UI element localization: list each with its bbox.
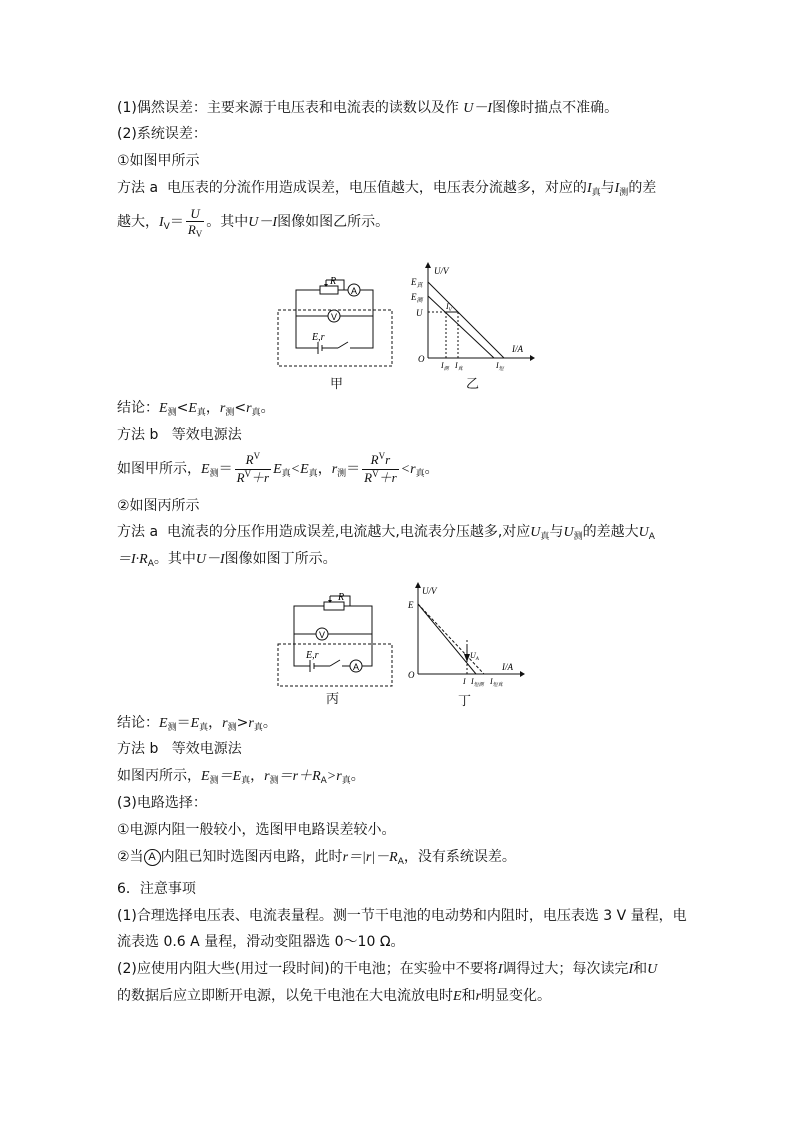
svg-text:IV: $I_V$: [446, 302, 452, 313]
svg-text:I短真: $I_{短真}$: [490, 677, 503, 688]
voltmeter-icon: V: [319, 630, 326, 640]
origin-label: O: [408, 670, 415, 680]
svg-text:I测: $I_测$: [441, 361, 449, 372]
origin-label: O: [418, 354, 425, 364]
label-resistor-r: R: [330, 276, 337, 287]
caption-ding: 丁: [458, 694, 472, 709]
label-source-er: E,r: [312, 332, 325, 343]
ammeter-icon: A: [351, 286, 358, 296]
caption-yi: 乙: [466, 377, 480, 392]
circuit-diagram-jia: [276, 270, 396, 370]
voltmeter-icon: V: [331, 312, 338, 322]
paragraph-conclusion-jia: 结论：$E_测<E_真$，$r_测<r_真$。: [117, 400, 275, 418]
paragraph-method-a-voltmeter: 方法 a 电压表的分流作用造成误差，电压值越大，电压表分流越多，对应的$I_真$与$I_测$的差: [117, 180, 657, 198]
paragraph-conclusion-bing: 结论：$E_测=E_真$，$r_测>r_真$。: [117, 715, 277, 733]
paragraph-choice-bing: ②当 A 内阻已知时选图丙电路，此时$r=|r|-R_A$，没有系统误差。: [117, 849, 516, 867]
caption-bing: 丙: [326, 692, 340, 707]
axis-label-i: I/A: [502, 662, 513, 672]
ui-graph-yi: [408, 262, 538, 372]
heading-notes: 6．注意事项: [117, 881, 196, 897]
heading-circuit-choice: (3)电路选择：: [117, 795, 207, 811]
paragraph-method-b-jia: 方法 b 等效电源法: [117, 427, 242, 443]
paragraph-iv-formula: 越大，$I_V=$ $\frac{U}{R_V}$ 。其中U－I图像如图乙所示。: [117, 205, 390, 239]
axis-label-i: I/A: [512, 344, 523, 354]
svg-text:I短测: $I_{短测}$: [471, 677, 484, 688]
axis-label-u: U/V: [422, 586, 437, 596]
label-resistor-r: R: [338, 592, 345, 603]
paragraph-random-error: (1)偶然误差：主要来源于电压表和电流表的读数以及作 U－I图像时描点不准确。: [117, 100, 619, 116]
svg-text:I: I: [463, 677, 466, 686]
svg-text:E测: $E_测$: [411, 292, 423, 304]
heading-figure-bing: ②如图丙所示: [117, 498, 200, 514]
heading-figure-jia: ①如图甲所示: [117, 153, 200, 169]
paragraph-ua-formula: $=I\cdot R_A$。其中U－I图像如图丁所示。: [117, 551, 337, 569]
svg-text:U: U: [416, 308, 423, 318]
paragraph-method-a-ammeter: 方法 a 电流表的分压作用造成误差,电流越大,电流表分压越多,对应$U_真$与$U_测$的差越大$U_A$: [117, 524, 655, 542]
paragraph-equivalent-source-bing: 如图丙所示，$E_测=E_真$，$r_测=r+R_A>r_真$。: [117, 768, 365, 786]
axis-label-u: U/V: [434, 266, 449, 276]
ammeter-icon: A: [144, 849, 161, 866]
ui-graph-ding: [400, 582, 540, 692]
paragraph-method-b-bing: 方法 b 等效电源法: [117, 741, 242, 757]
paragraph-note-2-line-2: 的数据后应立即断开电源，以免干电池在大电流放电时E和r明显变化。: [117, 988, 552, 1004]
caption-jia: 甲: [330, 377, 344, 392]
paragraph-note-1-line-1: (1)合理选择电压表、电流表量程。测一节干电池的电动势和内阻时，电压表选 3 V 量程，电: [117, 908, 687, 924]
paragraph-choice-jia: ①电源内阻一般较小，选图甲电路误差较小。: [117, 822, 396, 838]
paragraph-equivalent-source-jia: 如图甲所示，$E_测=$ $\frac{R^V}{R^V+r}$ $E_真<E_真$，$r_测=$ $\frac{R^Vr}{R^V+r}$ $<r_真$。: [117, 450, 439, 485]
fraction-rvr-over-rv-plus-r: $\frac{R^Vr}{R^V+r}$: [364, 450, 397, 485]
label-source-er: E,r: [306, 650, 319, 661]
svg-text:I真: $I_真$: [455, 361, 463, 372]
ammeter-icon: A: [353, 662, 360, 672]
paragraph-note-1-line-2: 流表选 0.6 A 量程，滑动变阻器选 0～10 Ω。: [117, 934, 405, 950]
fraction-u-over-rv: $\frac{U}{R_V}$: [187, 205, 203, 239]
svg-text:E真: $E_真$: [411, 277, 423, 289]
fraction-rv-over-rv-plus-r: $\frac{R^V}{R^V+r}$: [236, 450, 270, 485]
heading-systematic-error: (2)系统误差：: [117, 126, 207, 142]
svg-text:I短: $I_短$: [496, 361, 504, 372]
circuit-diagram-bing: [276, 592, 396, 692]
svg-text:E: E: [408, 600, 414, 610]
svg-text:UA: $U_A$: [470, 651, 479, 662]
paragraph-note-2-line-1: (2)应使用内阻大些(用过一段时间)的干电池；在实验中不要将I调得过大；每次读完I和U: [117, 961, 658, 977]
